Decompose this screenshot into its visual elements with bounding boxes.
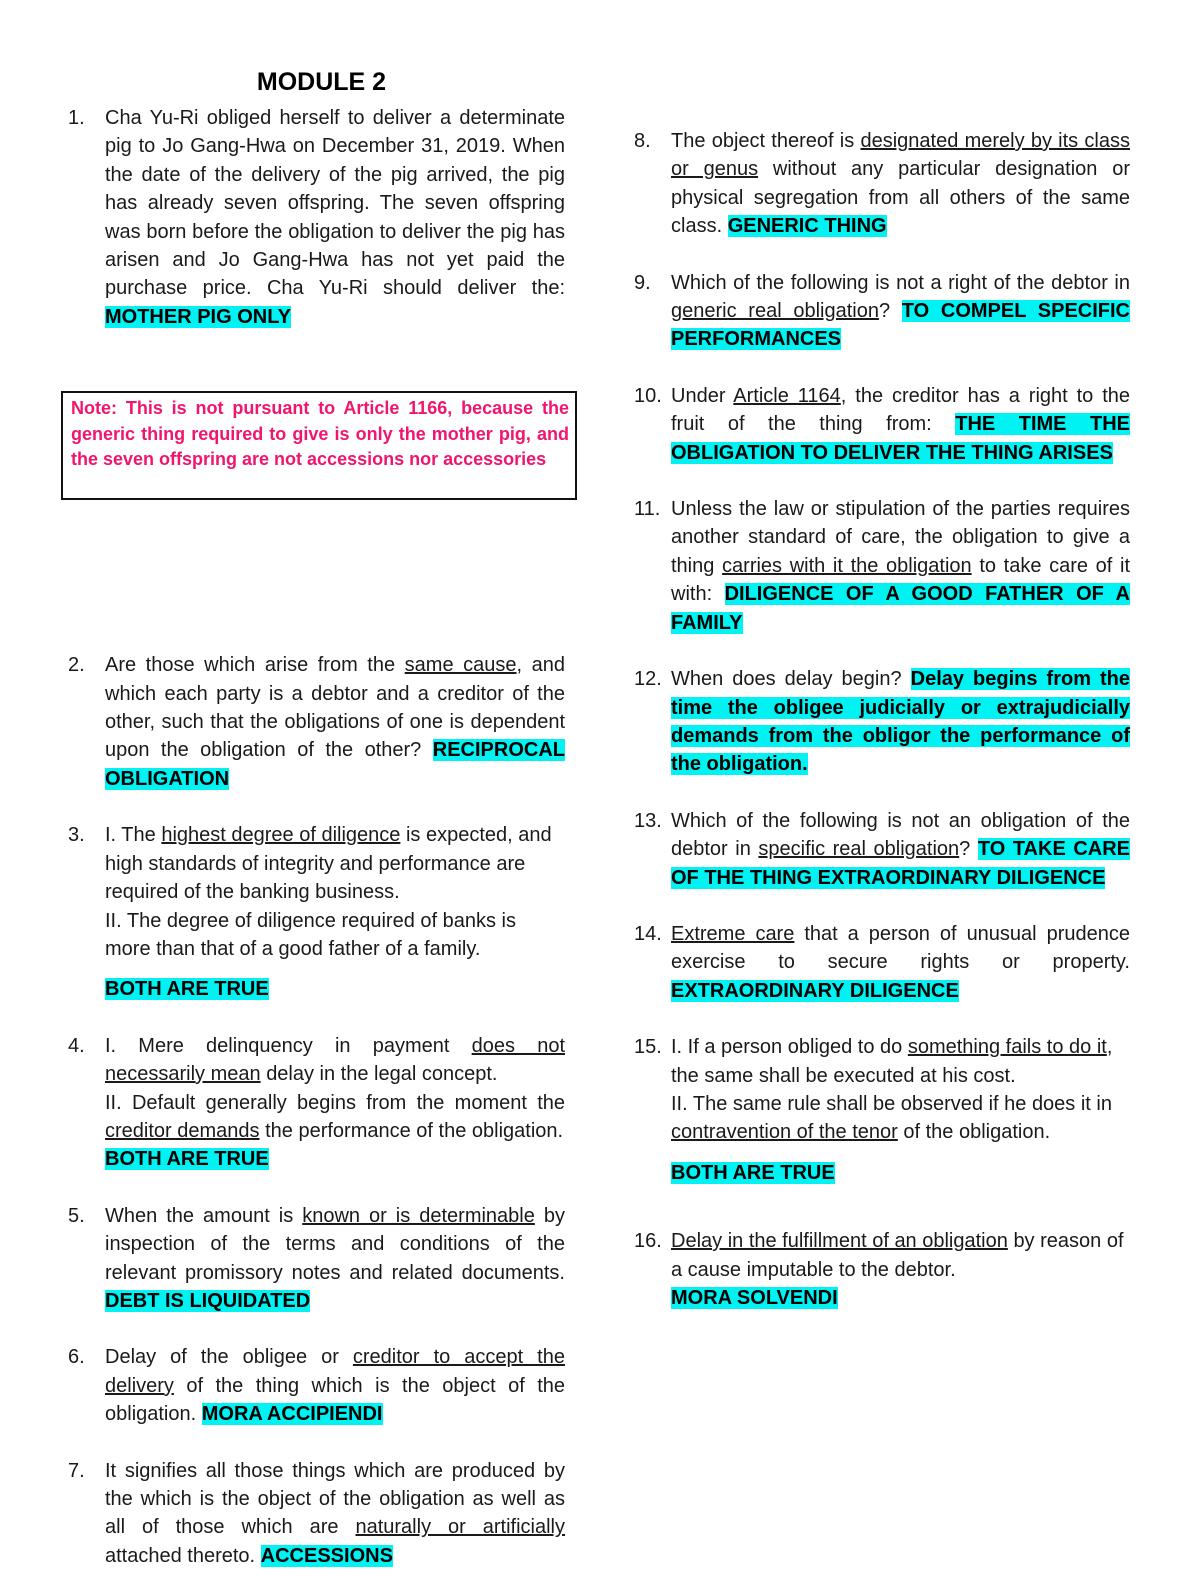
underlined-term: naturally or artificially (355, 1516, 566, 1539)
underlined-term: carries with it the obligation (722, 554, 972, 577)
question-9: 9. Which of the following is not a right of the debtor in generic real obligation? TO COMPEL SPECIFIC PERFORMANCES (634, 269, 1130, 354)
question-number: 16. (634, 1230, 662, 1253)
underlined-term: does not necessarily mean (105, 1034, 565, 1086)
question-3: 3. I. The highest degree of diligence is expected, and high standards of integrity and performance are required of the banking business. II. The degree of diligence required of banks is more than that of a good father of a family. BOTH ARE TRUE (68, 821, 565, 1003)
left-column (68, 104, 565, 1570)
question-6: 6. Delay of the obligee or creditor to accept the delivery of the thing which is the object of the obligation. MORA ACCIPIENDI (68, 1343, 565, 1428)
answer-highlight: MORA ACCIPIENDI (201, 1403, 383, 1426)
question-number: 14. (634, 922, 662, 945)
answer-highlight: MORA SOLVENDI (671, 1287, 838, 1309)
question-text: Cha Yu-Ri obliged herself to deliver a determinate pig to Jo Gang-Hwa on December 31, 2019. When the date of the delivery of the pig arrived, the pig has already seven offspring. The seven offspring was born before the obligation to deliver the pig has arisen and Jo Gang-Hwa has not yet paid the purchase price. Cha Yu-Ri should deliver the: (105, 107, 565, 300)
underlined-term: specific real obligation (758, 838, 960, 861)
question-number: 1. (68, 107, 85, 129)
question-number: 2. (68, 654, 85, 677)
question-number: 8. (634, 130, 651, 152)
question-4: 4. I. Mere delinquency in payment does not necessarily mean delay in the legal concept. II. Default generally begins from the moment the creditor demands the performance of the obligation. BOTH ARE TRUE (68, 1032, 565, 1174)
question-8: 8. The object thereof is designated merely by its class or genus without any particular designation or physical segregation from all others of the same class. GENERIC THING (634, 127, 1130, 241)
question-number: 7. (68, 1459, 85, 1482)
answer-highlight: Delay begins from the time the obligee judicially or extrajudicially demands from the obligor the performance of the obligation. (671, 668, 1131, 776)
answer-highlight: BOTH ARE TRUE (105, 1148, 269, 1171)
answer-highlight: BOTH ARE TRUE (671, 1161, 835, 1184)
answer-highlight: DILIGENCE OF A GOOD FATHER OF A FAMILY (671, 583, 1130, 634)
question-number: 11. (634, 498, 661, 521)
underlined-term: creditor demands (105, 1119, 260, 1142)
answer-highlight: DEBT IS LIQUIDATED (105, 1289, 311, 1312)
question-7: 7. It signifies all those things which are produced by the which is the object of the obligation as well as all of those which are naturally or artificially attached thereto. ACCESSIONS (68, 1457, 565, 1570)
right-column (634, 127, 1130, 1312)
question-2: 2. Are those which arise from the same cause, and which each party is a debtor and a creditor of the other, such that the obligations of one is dependent upon the obligation of the other? RECIPROCAL OBLIGATION (68, 651, 565, 793)
question-5: 5. When the amount is known or is determinable by inspection of the terms and conditions of the relevant promissory notes and related documents. DEBT IS LIQUIDATED (68, 1202, 565, 1316)
underlined-term: something fails to do it (907, 1036, 1107, 1059)
underlined-term: Delay in the fulfillment of an obligation (671, 1230, 1008, 1253)
question-11: 11. Unless the law or stipulation of the parties requires another standard of care, the obligation to give a thing carries with it the obligation to take care of it with: DILIGENCE OF A GOOD FATHER OF A FAMILY (634, 495, 1130, 637)
question-number: 4. (68, 1034, 85, 1057)
answer-highlight: MOTHER PIG ONLY (105, 305, 291, 328)
page-title: MODULE 2 (256, 68, 387, 96)
question-number: 13. (634, 809, 662, 832)
question-number: 3. (68, 824, 85, 847)
question-16: 16. Delay in the fulfillment of an obligation by reason of a cause imputable to the debtor. MORA SOLVENDI (634, 1227, 1130, 1312)
answer-highlight: ACCESSIONS (260, 1544, 393, 1567)
note-box: Note: This is not pursuant to Article 1166, because the generic thing required to give is only the mother pig, and the seven offspring are not accessions nor accessories (61, 391, 577, 500)
underlined-term: highest degree of diligence (161, 824, 401, 847)
question-10: 10. Under Article 1164, the creditor has a right to the fruit of the thing from: THE TIME THE OBLIGATION TO DELIVER THE THING ARISES (634, 382, 1130, 467)
underlined-term: Article 1164 (733, 384, 841, 407)
question-13: 13. Which of the following is not an obligation of the debtor in specific real obligation? TO TAKE CARE OF THE THING EXTRAORDINARY DILIGENCE (634, 807, 1130, 892)
question-15: 15. I. If a person obliged to do something fails to do it, the same shall be executed at his cost. II. The same rule shall be observed if he does it in contravention of the tenor of the obligation. BOTH ARE TRUE (634, 1033, 1130, 1187)
answer-highlight: TO TAKE CARE OF THE THING EXTRAORDINARY DILIGENCE (671, 838, 1131, 889)
question-number: 9. (634, 271, 651, 294)
underlined-term: generic real obligation (671, 300, 879, 323)
answer-highlight: THE TIME THE OBLIGATION TO DELIVER THE THING ARISES (671, 413, 1130, 464)
question-14: 14. Extreme care that a person of unusual prudence exercise to secure rights or property. EXTRAORDINARY DILIGENCE (634, 920, 1130, 1005)
question-number: 15. (634, 1036, 662, 1059)
underlined-term: Extreme care (671, 922, 795, 945)
question-number: 5. (68, 1204, 85, 1227)
answer-highlight: TO COMPEL SPECIFIC PERFORMANCES (671, 300, 1131, 351)
underlined-term: known or is determinable (302, 1204, 535, 1227)
answer-highlight: RECIPROCAL OBLIGATION (105, 739, 565, 790)
answer-highlight: EXTRAORDINARY DILIGENCE (671, 979, 959, 1002)
answer-highlight: GENERIC THING (727, 215, 887, 238)
question-12: 12. When does delay begin? Delay begins from the time the obligee judicially or extrajudicially demands from the obligor the performance of the obligation. (634, 665, 1130, 779)
underlined-term: same cause (404, 654, 517, 677)
underlined-term: designated merely by its class or genus (671, 130, 1130, 181)
question-number: 12. (634, 668, 662, 691)
underlined-term: creditor to accept the delivery (105, 1346, 565, 1397)
underlined-term: contravention of the tenor (671, 1121, 898, 1144)
question-number: 10. (634, 384, 662, 407)
answer-highlight: BOTH ARE TRUE (105, 978, 269, 1001)
question-1 (68, 104, 565, 331)
question-number: 6. (68, 1346, 85, 1369)
